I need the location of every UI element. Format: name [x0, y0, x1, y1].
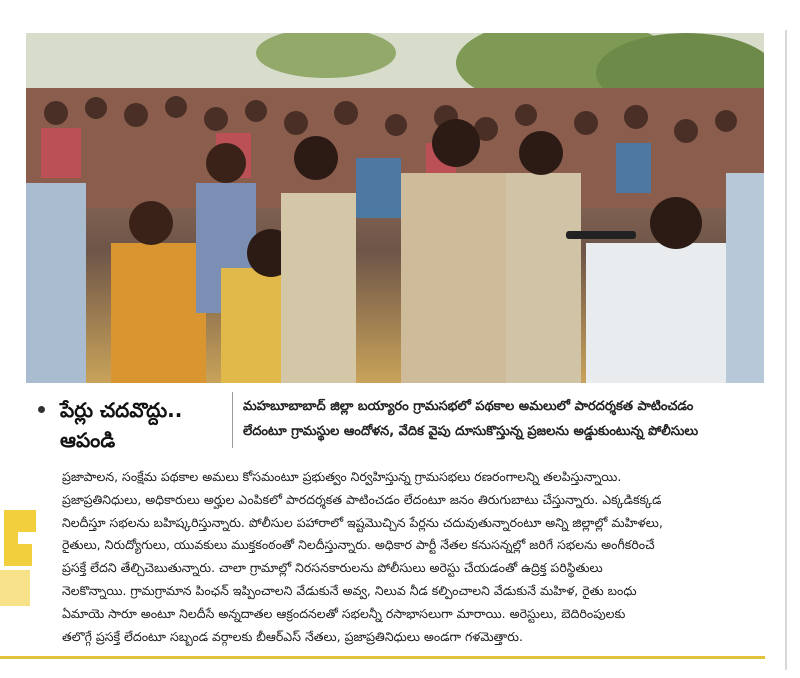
- column-divider: [785, 30, 787, 670]
- news-photo: [26, 33, 764, 383]
- article-line: ప్రజాపాలన, సంక్షేమ పథకాల అమలు కోసమంటూ ప్రభుత్వం నిర్వహిస్తున్న గ్రామసభలు రణరంగాలన్ని తలపిస్తున్నాయి.: [62, 469, 622, 484]
- caption-line-2: లేదంటూ గ్రామస్థుల ఆందోళన, వేదిక వైపు దూసుకొస్తున్న ప్రజలను అడ్డుకుంటున్న పోలీసులు: [243, 424, 699, 439]
- article-line: ఏమాయె సారూ అంటూ నిలదీసే అన్నదాతల ఆక్రందనలతో సభలన్నీ రసాభాసలుగా మారాయి. అరెస్టులు, బెదిరింపులకు: [62, 605, 626, 621]
- caption-line-1: మహబూబాబాద్ జిల్లా బయ్యారం గ్రామసభలో పథకాల అమలులో పారదర్శకత పాటించడం: [243, 399, 694, 414]
- headline-line-1: పేర్లు చదవొద్దు..: [60, 398, 183, 422]
- article-body: [62, 466, 767, 648]
- article-line: ప్రజాప్రతినిధులు, అధికారులు అర్హుల ఎంపికలో పారదర్శకత పాటించడం లేదంటూ జనం తిరుగుబాటు చేస్తున్నారు. ఎక్కడికక్కడ: [62, 491, 662, 507]
- photo-caption: [243, 394, 773, 444]
- article-line: ప్రసక్తే లేదని తేల్చిచెబుతున్నారు. చాలా గ్రామాల్లో నిరసనకారులను పోలీసులు అరెస్టు చేయడంతో ఉద్రిక్త పరిస్థితులు: [62, 560, 603, 576]
- bottom-accent-rule: [0, 656, 765, 659]
- article-line: నిలదీస్తూ సభలను బహిష్కరిస్తున్నారు. పోలీసుల పహారాలో ఇష్టమొచ్చిన పేర్లను చదువుతున్నారంటూ అన్ని జిల్లాల్లో మహిళలు,: [62, 514, 663, 530]
- headline-line-2: ఆపండి: [60, 428, 116, 452]
- article-line: తలొగ్గే ప్రసక్తే లేదంటూ సబ్బండ వర్గాలకు బీఆర్ఎస్ నేతలు, ప్రజాప్రతినిధులు అండగా గళమెత్తారు.: [62, 628, 523, 644]
- photo-crowd-illustration: [26, 33, 764, 383]
- bullet-icon: [38, 406, 45, 413]
- caption-divider: [232, 392, 233, 448]
- quote-mark-icon: [0, 510, 40, 610]
- article-line: నెలకొన్నాయి. గ్రామగ్రామాన పింఛన్ ఇప్పించాలని వేడుకునే అవ్వ, నిలువ నీడ కల్పించాలని వేడుకునే మహిళ, రైతు బంధు: [62, 582, 637, 598]
- article-line: రైతులు, నిరుద్యోగులు, యువకులు ముక్తకంఠంతో నిలదీస్తున్నారు. అధికార పార్టీ నేతల కనుసన్నల్లో జరిగే సభలను అంగీకరించే: [62, 537, 655, 553]
